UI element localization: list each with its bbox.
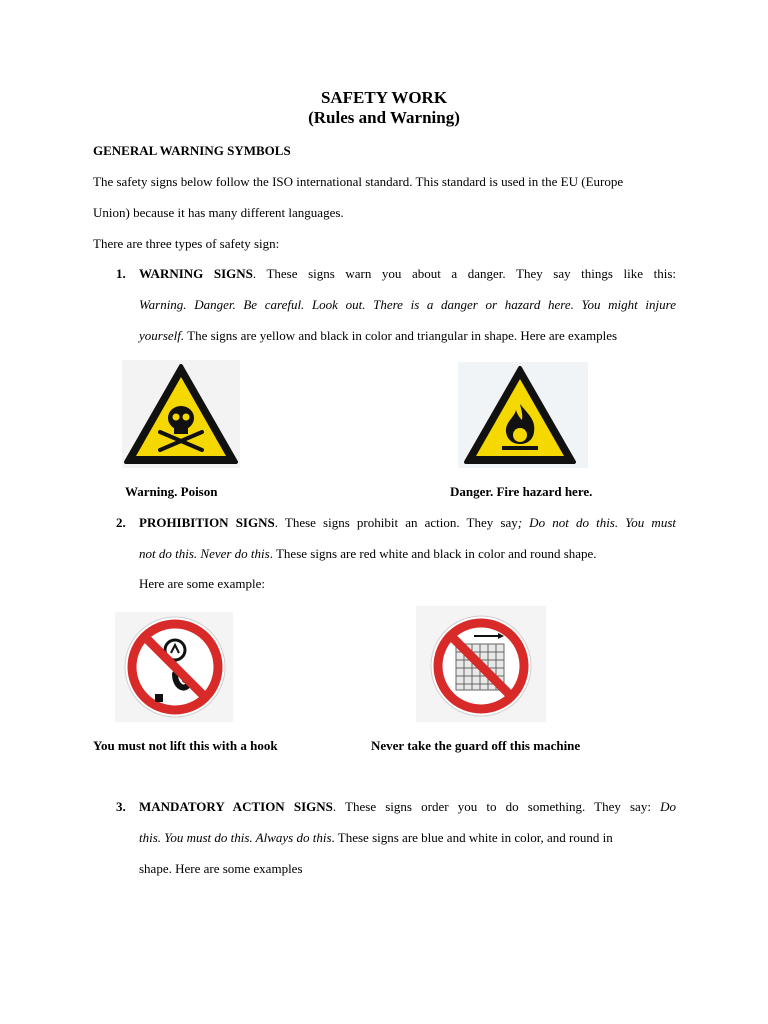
- prohibition-signs-line-2: [139, 546, 597, 562]
- intro-line-3: There are three types of safety sign:: [93, 236, 280, 251]
- item-text: . These signs prohibit an action. They say: [274, 515, 518, 530]
- item-text: The signs are yellow and black in color and triangular in shape. Here are examples: [184, 328, 618, 343]
- mandatory-signs-line-2: [139, 830, 613, 846]
- fire-hazard-warning-sign-icon: [458, 362, 588, 468]
- page-subtitle: (Rules and Warning): [308, 108, 460, 127]
- warning-signs-line-1: [139, 266, 676, 282]
- item-number: 1.: [116, 266, 126, 281]
- warning-signs-line-2: Warning. Danger. Be careful. Look out. There is a danger or hazard here. You might injure: [139, 297, 676, 312]
- mandatory-signs-line-1: [139, 799, 676, 815]
- caption-no-hook: You must not lift this with a hook: [93, 738, 278, 753]
- item-number: 3.: [116, 799, 126, 814]
- page-title: SAFETY WORK: [320, 88, 448, 107]
- warning-signs-line-3: [139, 328, 617, 344]
- prohibition-signs-line-1: [139, 515, 676, 531]
- item-text-italic: this. You must do this. Always do this: [139, 830, 332, 845]
- item-text: . These signs warn you about a danger. They say things like this:: [252, 266, 676, 281]
- prohibition-signs-line-3: Here are some example:: [139, 576, 265, 591]
- mandatory-signs-line-3: shape. Here are some examples: [139, 861, 303, 876]
- item-text: . These signs are red white and black in color and round shape.: [269, 546, 597, 561]
- item-number: 2.: [116, 515, 126, 530]
- caption-no-guard: Never take the guard off this machine: [371, 738, 581, 753]
- item-text-italic: Do: [650, 799, 676, 814]
- item-text-italic: yourself.: [139, 328, 185, 343]
- item-text-italic: ; Do not do this. You must: [517, 515, 676, 530]
- intro-line-2: Union) because it has many different languages.: [93, 205, 344, 220]
- no-guard-removal-sign-icon: [416, 606, 546, 722]
- no-hook-lifting-sign-icon: [115, 612, 233, 722]
- item-heading: MANDATORY ACTION SIGNS: [139, 799, 333, 814]
- item-heading: PROHIBITION SIGNS: [139, 515, 275, 530]
- item-text: . These signs order you to do something. They say:: [332, 799, 651, 814]
- poison-warning-sign-icon: [122, 360, 240, 468]
- caption-poison: Warning. Poison: [125, 484, 218, 499]
- intro-line-1: The safety signs below follow the ISO international standard. This standard is used in the EU (Europe: [93, 174, 624, 189]
- section-heading: GENERAL WARNING SYMBOLS: [93, 143, 291, 158]
- item-text: . These signs are blue and white in color, and round in: [331, 830, 613, 845]
- caption-fire-hazard: Danger. Fire hazard here.: [450, 484, 593, 499]
- item-text-italic: not do this. Never do this: [139, 546, 270, 561]
- item-heading: WARNING SIGNS: [139, 266, 253, 281]
